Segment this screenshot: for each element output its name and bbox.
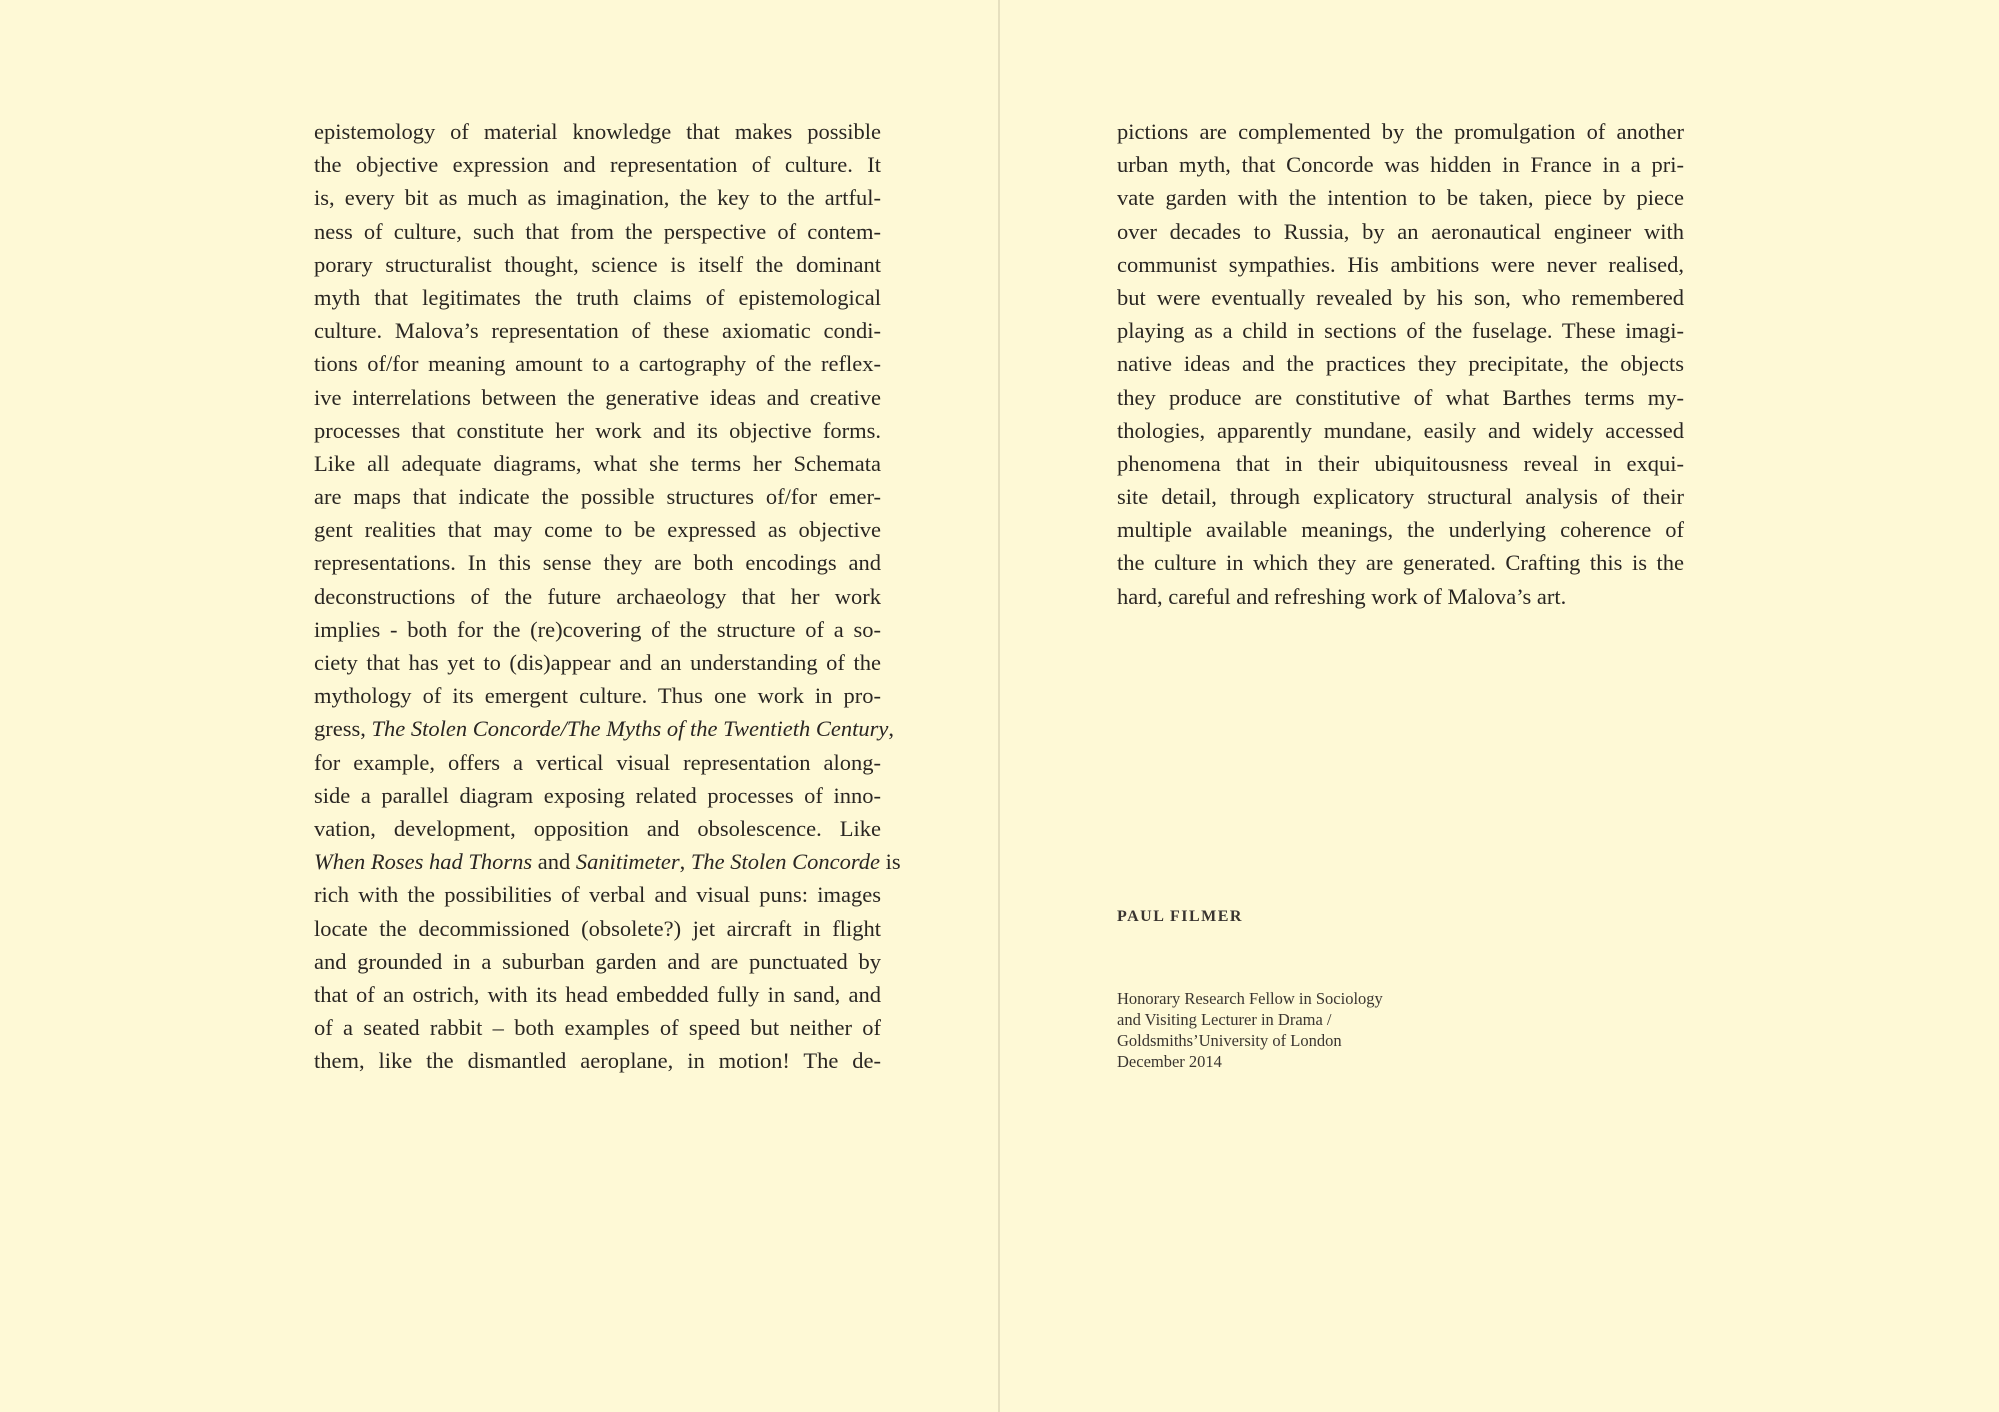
text-line: is, every bit as much as imagination, the key to the artful- [314,185,881,211]
text-line: the objective expression and representation of culture. It [314,152,881,178]
author-name: PAUL FILMER [1117,908,1243,925]
text-line: the culture in which they are generated. Crafting this is the [1117,550,1684,576]
left-page-text [314,115,901,1077]
text-line: thologies, apparently mundane, easily and widely accessed [1117,417,1684,443]
affiliation-line: and Visiting Lecturer in Drama / [1117,1010,1332,1029]
right-page-text [1117,115,1684,613]
text-line: implies - both for the (re)covering of the structure of a so- [314,616,881,642]
text-line: rich with the possibilities of verbal and visual puns: images [314,882,881,908]
text-line: epistemology of material knowledge that makes possible [314,119,881,144]
text-line: for example, offers a vertical visual representation along- [314,749,881,775]
text-line: and grounded in a suburban garden and are punctuated by [314,948,881,974]
text-line: Like all adequate diagrams, what she terms her Schemata [314,450,881,476]
text-line: multiple available meanings, the underlying coherence of [1117,517,1684,543]
page-gutter [998,0,1000,1412]
text-line: processes that constitute her work and its objective forms. [314,417,881,443]
text-line: porary structuralist thought, science is itself the dominant [314,251,881,277]
text-line: vation, development, opposition and obsolescence. Like [314,815,881,841]
text-line: them, like the dismantled aeroplane, in motion! The de- [314,1048,881,1074]
text-line: vate garden with the intention to be taken, piece by piece [1117,185,1684,211]
text-line: tions of/for meaning amount to a cartography of the reflex- [314,351,881,377]
affiliation-line: Honorary Research Fellow in Sociology [1117,989,1383,1008]
author-affiliation [1117,988,1383,1072]
text-line: urban myth, that Concorde was hidden in France in a pri- [1117,152,1684,178]
text-line: myth that legitimates the truth claims of epistemological [314,284,881,310]
text-line: deconstructions of the future archaeology that her work [314,583,881,609]
text-line: ness of culture, such that from the perspective of contem- [314,218,881,244]
text-line: ive interrelations between the generative ideas and creative [314,384,881,410]
text-line: gent realities that may come to be expressed as objective [314,517,881,543]
text-line: over decades to Russia, by an aeronautical engineer with [1117,218,1684,244]
text-line: they produce are constitutive of what Barthes terms my- [1117,384,1684,410]
affiliation-line: Goldsmiths’University of London [1117,1031,1342,1050]
text-line: ciety that has yet to (dis)appear and an understanding of the [314,650,881,675]
text-line: culture. Malova’s representation of these axiomatic condi- [314,318,881,344]
text-line: site detail, through explicatory structural analysis of their [1117,484,1684,510]
text-line: pictions are complemented by the promulgation of another [1117,119,1684,144]
text-line: locate the decommissioned (obsolete?) jet aircraft in flight [314,915,881,941]
text-line: are maps that indicate the possible structures of/for emer- [314,484,881,510]
text-line: gress, The Stolen Concorde/The Myths of the Twentieth Century, [314,716,894,742]
text-line: phenomena that in their ubiquitousness reveal in exqui- [1117,450,1684,476]
affiliation-line: December 2014 [1117,1052,1222,1071]
text-line: playing as a child in sections of the fuselage. These imagi- [1117,318,1684,344]
text-line: that of an ostrich, with its head embedded fully in sand, and [314,981,881,1007]
text-line: native ideas and the practices they precipitate, the objects [1117,351,1684,377]
text-line: representations. In this sense they are both encodings and [314,550,881,576]
text-line: hard, careful and refreshing work of Malova’s art. [1117,583,1567,609]
text-line: communist sympathies. His ambitions were never realised, [1117,251,1684,277]
text-line: mythology of its emergent culture. Thus one work in pro- [314,683,881,709]
text-line: but were eventually revealed by his son, who remembered [1117,284,1684,310]
text-line: of a seated rabbit – both examples of speed but neither of [314,1015,881,1041]
text-line: When Roses had Thorns and Sanitimeter, The Stolen Concorde is [314,849,901,875]
text-line: side a parallel diagram exposing related processes of inno- [314,782,881,808]
